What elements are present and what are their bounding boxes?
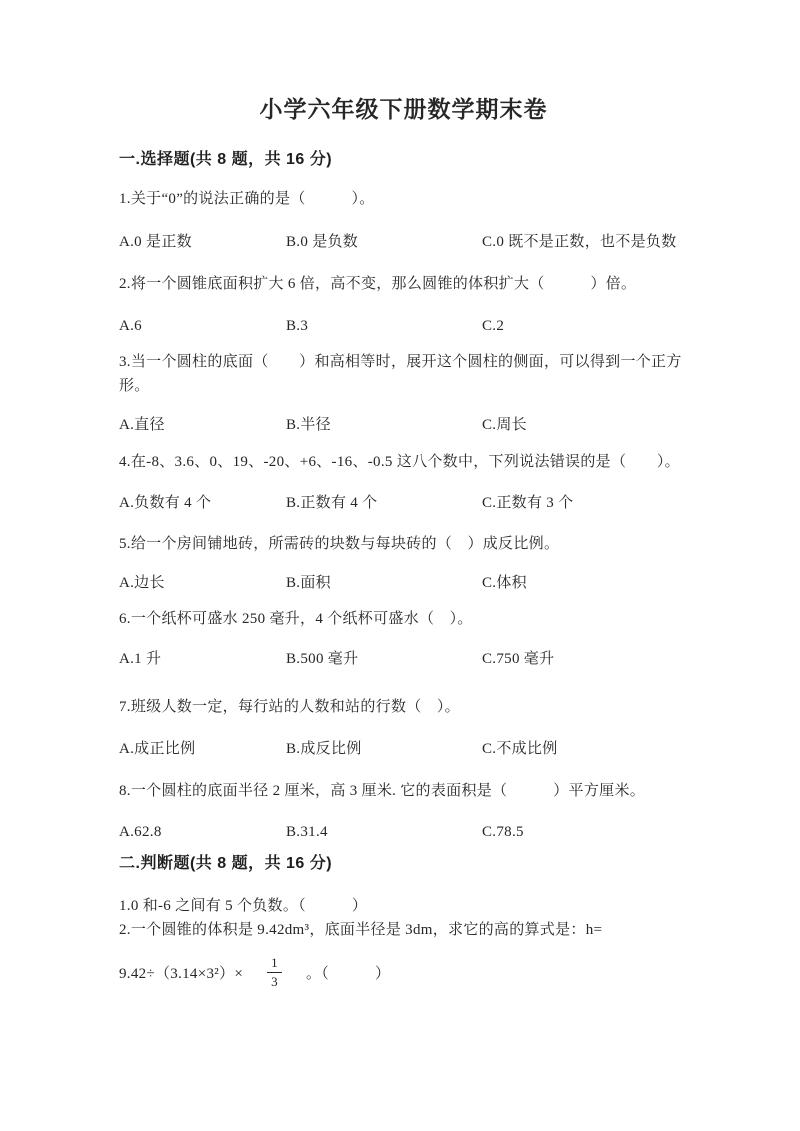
option-a: A.负数有 4 个 xyxy=(119,495,212,511)
mc-question-6-options xyxy=(119,647,688,671)
option-a: A.1 升 xyxy=(119,651,162,667)
judge-question-2-formula xyxy=(119,950,688,994)
fraction-denominator: 3 xyxy=(271,973,278,989)
option-c: C.78.5 xyxy=(482,824,524,840)
option-c: C.周长 xyxy=(482,417,527,433)
option-c: C.750 毫升 xyxy=(482,651,555,667)
mc-question-8-options xyxy=(119,820,688,844)
option-a: A.62.8 xyxy=(119,824,162,840)
option-b: B.3 xyxy=(286,318,309,334)
option-b: B.面积 xyxy=(286,575,331,591)
option-b: B.正数有 4 个 xyxy=(286,495,378,511)
judge-question-2-text: 2.一个圆锥的体积是 9.42dm³，底面半径是 3dm，求它的高的算式是：h= xyxy=(119,922,603,938)
mc-question-7-options xyxy=(119,737,688,761)
mc-question-1-options xyxy=(119,230,688,254)
mc-question-4-text: 4.在-8、3.6、0、19、-20、+6、-16、-0.5 这八个数中，下列说法错误的是（ ）。 xyxy=(119,454,680,470)
mc-question-7-text: 7.班级人数一定，每行站的人数和站的行数（ ）。 xyxy=(119,699,460,715)
option-a: A.边长 xyxy=(119,575,165,591)
judge-question-1-text: 1.0 和-6 之间有 5 个负数。（ ） xyxy=(119,898,368,914)
fraction-numerator: 1 xyxy=(267,955,282,973)
section-judgment-heading: 二.判断题(共 8 题，共 16 分) xyxy=(119,855,333,872)
mc-question-1-text: 1.关于“0”的说法正确的是（ ）。 xyxy=(119,191,375,207)
option-b: B.500 毫升 xyxy=(286,651,359,667)
option-c: C.体积 xyxy=(482,575,527,591)
option-b: B.成反比例 xyxy=(286,741,362,757)
option-c: C.2 xyxy=(482,318,505,334)
option-a: A.成正比例 xyxy=(119,741,196,757)
section-choice-heading: 一.选择题(共 8 题，共 16 分) xyxy=(119,151,333,168)
mc-question-2-options xyxy=(119,314,688,338)
fraction-one-third xyxy=(267,955,282,989)
option-a: A.直径 xyxy=(119,417,165,433)
option-c: C.正数有 3 个 xyxy=(482,495,574,511)
mc-question-3-options xyxy=(119,413,688,437)
mc-question-5-options xyxy=(119,571,688,595)
mc-question-6-text: 6.一个纸杯可盛水 250 毫升，4 个纸杯可盛水（ ）。 xyxy=(119,611,473,627)
option-a: A.0 是正数 xyxy=(119,234,192,250)
option-a: A.6 xyxy=(119,318,142,334)
option-b: B.0 是负数 xyxy=(286,234,359,250)
mc-question-3-text: 3.当一个圆柱的底面（ ）和高相等时，展开这个圆柱的侧面，可以得到一个正方形。 xyxy=(119,354,682,394)
mc-question-8-text: 8.一个圆柱的底面半径 2 厘米，高 3 厘米. 它的表面积是（ ）平方厘米。 xyxy=(119,783,646,799)
formula-prefix: 9.42÷（3.14×3²）× xyxy=(119,965,244,982)
page-title: 小学六年级下册数学期末卷 xyxy=(259,97,548,122)
mc-question-5-text: 5.给一个房间铺地砖，所需砖的块数与每块砖的（ ）成反比例。 xyxy=(119,536,560,552)
option-b: B.31.4 xyxy=(286,824,328,840)
mc-question-4-options xyxy=(119,491,688,515)
mc-question-2-text: 2.将一个圆锥底面积扩大 6 倍，高不变，那么圆锥的体积扩大（ ）倍。 xyxy=(119,276,637,292)
option-c: C.0 既不是正数，也不是负数 xyxy=(482,234,677,250)
formula-suffix: 。（ ） xyxy=(305,965,391,982)
option-c: C.不成比例 xyxy=(482,741,558,757)
option-b: B.半径 xyxy=(286,417,331,433)
